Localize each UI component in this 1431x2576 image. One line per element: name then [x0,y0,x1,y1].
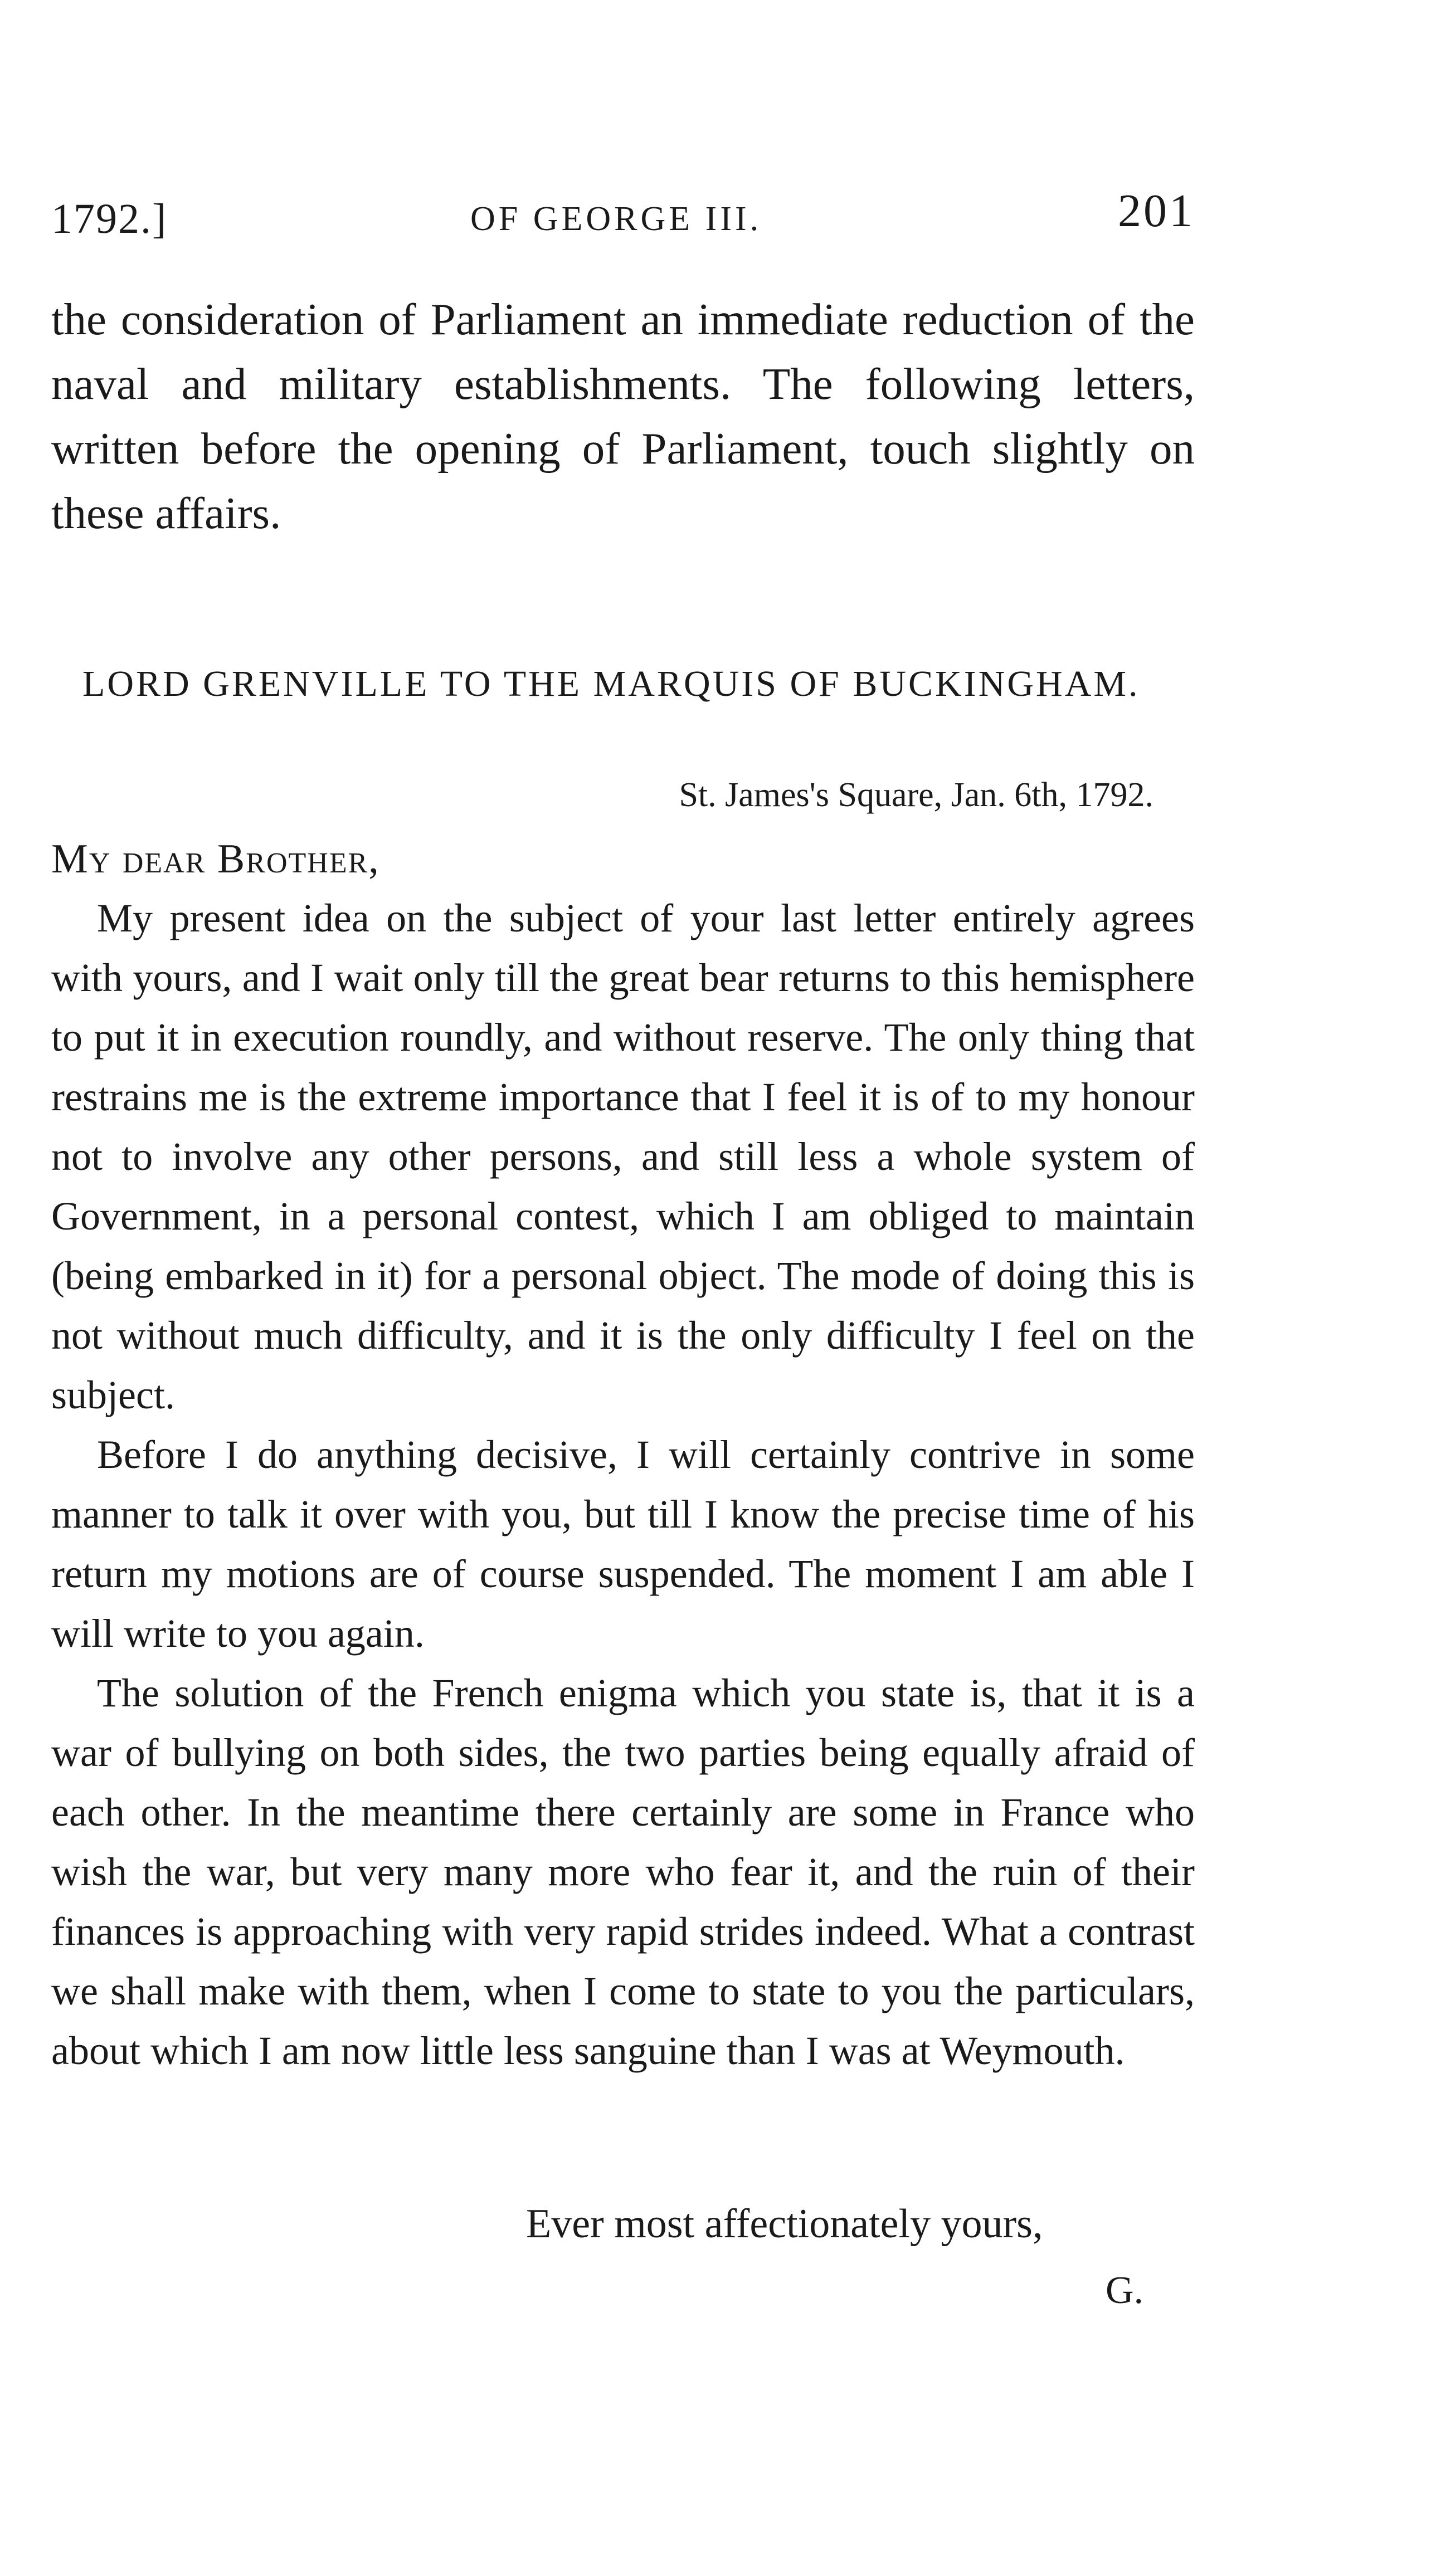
letter-dateline: St. James's Square, Jan. 6th, 1792. [679,776,1153,814]
running-head [51,184,1195,245]
running-head-year: 1792.] [51,196,168,242]
letter-salutation [51,836,380,883]
salutation-smallcaps: y dear [89,836,206,882]
intro-paragraph: the consideration of Parliament an immediate reduction of the naval and military establishments. The following letters, written before the opening of Parliament, touch slightly on these affairs. [51,294,1195,538]
letter-closing: Ever most affectionately yours, [526,2201,1043,2247]
letter-body [51,889,1195,2081]
letter-paragraph: Before I do anything decisive, I will certainly contrive in some manner to talk it over with you, but till I know the precise time of his return my motions are of course suspended. The moment I am able I will write to you again. [51,1432,1195,1656]
running-head-title: OF GEORGE III. [470,200,762,238]
letter-heading: LORD GRENVILLE TO THE MARQUIS OF BUCKINGHAM. [82,663,1140,704]
salutation-name-smallcaps: rother, [246,836,380,882]
page-number: 201 [1118,185,1195,237]
salutation-initial: M [51,836,89,882]
letter-signature: G. [1106,2269,1144,2312]
letter-paragraph: The solution of the French enigma which you state is, that it is a war of bullying on both sides, the two parties being equally afraid of each other. In the meantime there certainly are some in France who wish the war, but very many more who fear it, and the ruin of their finances is approaching with very rapid strides indeed. What a contrast we shall make with them, when I come to state to you the particulars, about which I am now little less sanguine than I was at Weymouth. [51,1671,1195,2073]
salutation-name-initial: B [217,836,246,882]
letter-paragraph: My present idea on the subject of your last letter entirely agrees with yours, and I wait only till the great bear returns to this hemisphere to put it in execution roundly, and without reserve. The only thing that restrains me is the extreme importance that I feel it is of to my honour not to involve any other persons, and still less a whole system of Government, in a personal contest, which I am obliged to maintain (being embarked in it) for a personal object. The mode of doing this is not without much difficulty, and it is the only difficulty I feel on the subject. [51,896,1195,1417]
